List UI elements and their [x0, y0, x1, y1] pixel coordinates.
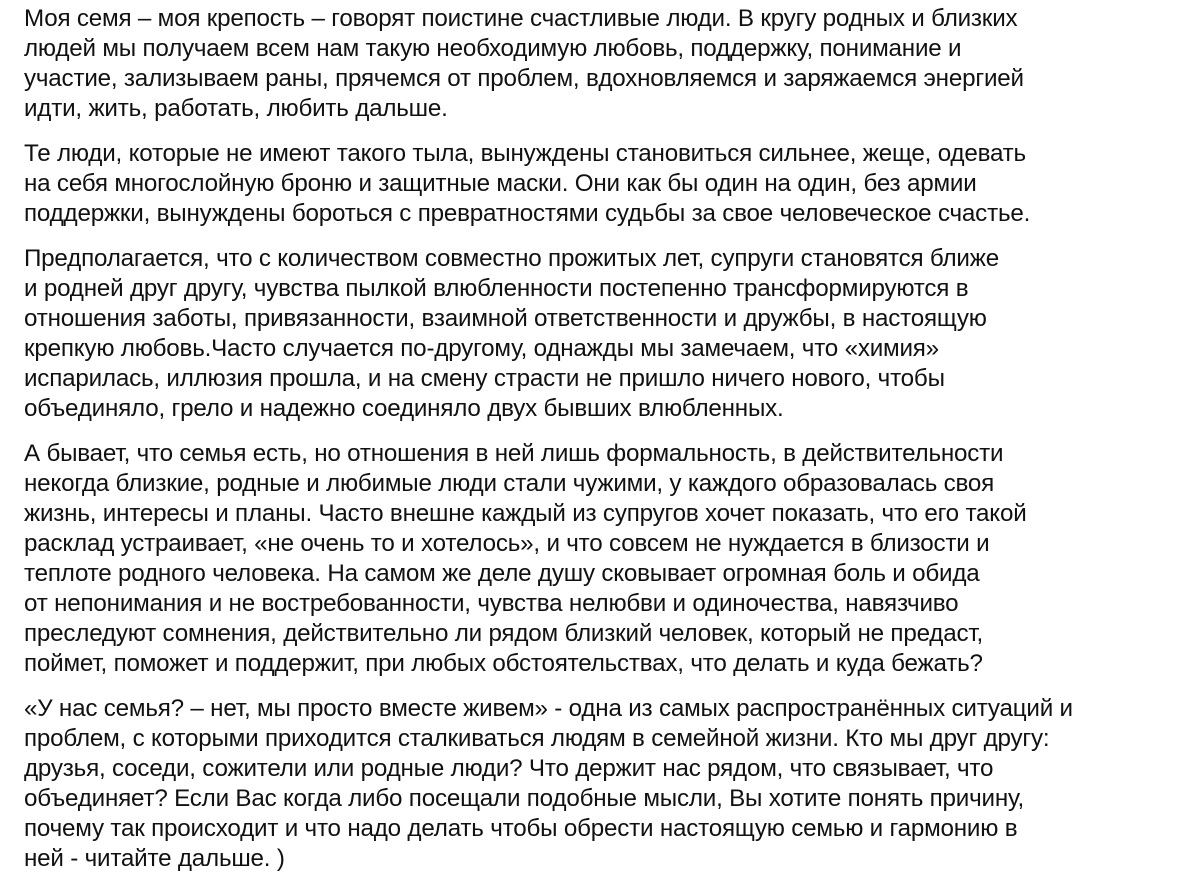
text-line: ней - читайте дальше. ): [24, 845, 285, 872]
text-line: некогда близкие, родные и любимые люди стали чужими, у каждого образовалась своя: [24, 470, 995, 497]
paragraph-formal-relations: [24, 439, 1190, 679]
text-line: Моя семя – моя крепость – говорят поистине счастливые люди. В кругу родных и близких: [24, 5, 1018, 32]
text-line: преследуют сомнения, действительно ли рядом близкий человек, который не предаст,: [24, 620, 984, 647]
text-line: крепкую любовь.Часто случается по-другому, однажды мы замечаем, что «химия»: [24, 335, 939, 362]
text-line: жизнь, интересы и планы. Часто внешне каждый из супругов хочет показать, что его такой: [24, 500, 1027, 527]
text-line: поддержки, вынуждены бороться с превратностями судьбы за свое человеческое счастье.: [24, 200, 1031, 227]
text-line: на себя многослойную броню и защитные маски. Они как бы один на один, без армии: [24, 170, 977, 197]
text-line: друзья, соседи, сожители или родные люди? Что держит нас рядом, что связывает, что: [24, 755, 994, 782]
document-body: [24, 4, 1190, 889]
text-line: объединяло, грело и надежно соединяло двух бывших влюбленных.: [24, 395, 784, 422]
text-line: «У нас семья? – нет, мы просто вместе живем» - одна из самых распространённых ситуаций и: [24, 695, 1073, 722]
paragraph-family-fortress: [24, 4, 1190, 124]
text-line: А бывает, что семья есть, но отношения в ней лишь формальность, в действительности: [24, 440, 1004, 467]
text-line: поймет, поможет и поддержит, при любых обстоятельствах, что делать и куда бежать?: [24, 650, 983, 677]
text-line: и родней друг другу, чувства пылкой влюбленности постепенно трансформируются в: [24, 275, 969, 302]
text-line: расклад устраивает, «не очень то и хотелось», и что совсем не нуждается в близости и: [24, 530, 990, 557]
text-line: испарилась, иллюзия прошла, и на смену страсти не пришло ничего нового, чтобы: [24, 365, 945, 392]
text-line: отношения заботы, привязанности, взаимной ответственности и дружбы, в настоящую: [24, 305, 987, 332]
text-line: людей мы получаем всем нам такую необходимую любовь, поддержку, понимание и: [24, 35, 962, 62]
paragraph-read-further: [24, 694, 1190, 874]
text-line: объединяет? Если Вас когда либо посещали подобные мысли, Вы хотите понять причину,: [24, 785, 1024, 812]
text-line: от непонимания и не востребованности, чувства нелюбви и одиночества, навязчиво: [24, 590, 959, 617]
text-line: идти, жить, работать, любить дальше.: [24, 95, 448, 122]
text-line: Те люди, которые не имеют такого тыла, вынуждены становиться сильнее, жеще, одевать: [24, 140, 1026, 167]
text-line: участие, зализываем раны, прячемся от проблем, вдохновляемся и заряжаемся энергией: [24, 65, 1024, 92]
paragraph-years-together: [24, 244, 1190, 424]
text-line: Предполагается, что с количеством совместно прожитых лет, супруги становятся ближе: [24, 245, 999, 272]
text-line: почему так происходит и что надо делать чтобы обрести настоящую семью и гармонию в: [24, 815, 1018, 842]
text-line: проблем, с которыми приходится сталкиваться людям в семейной жизни. Кто мы друг другу:: [24, 725, 1050, 752]
paragraph-no-support: [24, 139, 1190, 229]
text-line: теплоте родного человека. На самом же деле душу сковывает огромная боль и обида: [24, 560, 980, 587]
